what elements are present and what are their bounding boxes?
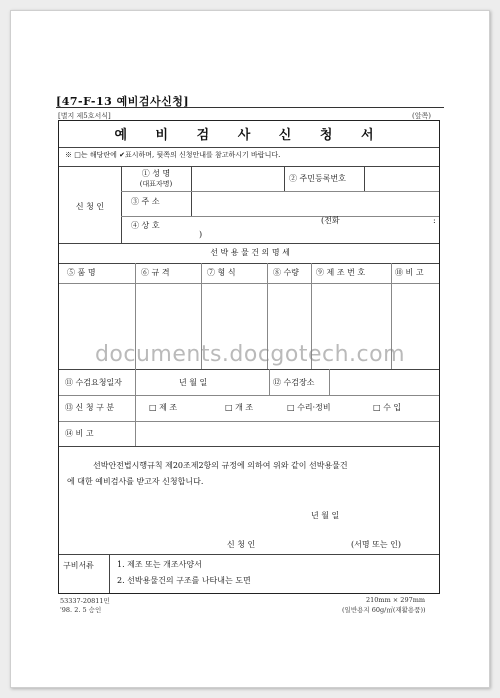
column-serial-number: ⑨ 제 조 번 호 [316, 268, 366, 277]
divider [329, 369, 330, 395]
divider [284, 166, 285, 191]
request-date-label: ⑪ 수검요청일자 [65, 378, 122, 387]
attachment-item-2: 2. 선박용물건의 구조를 나타내는 도면 [117, 576, 251, 585]
column-remarks: ⑩ 비 고 [395, 268, 424, 277]
divider [121, 216, 439, 217]
paren-close: ) [199, 230, 203, 239]
address-label: ③ 주 소 [131, 197, 160, 206]
divider [59, 421, 439, 422]
applicant-section-label: 신 청 인 [75, 202, 105, 211]
divider [135, 421, 136, 446]
statement-line-2: 에 대한 예비검사를 받고자 신청합니다. [67, 477, 204, 486]
name-sub-label: (대표자명) [139, 180, 173, 188]
form-title: 예 비 검 사 신 청 서 [114, 128, 386, 143]
checkbox-repair[interactable]: □ 수리·정비 [287, 403, 331, 412]
column-quantity: ⑧ 수량 [273, 268, 299, 277]
notice-text: ※ □는 해당란에 ✔표시하며, 뒷쪽의 신청안내를 참고하시기 바랍니다. [65, 151, 281, 159]
statement-line-1: 선박안전법시행규칙 제20조제2항의 규정에 의하여 위와 같이 선박용물건 [93, 461, 348, 470]
attachment-item-1: 1. 제조 또는 개조사양서 [117, 560, 202, 569]
statement-date: 년 월 일 [311, 511, 340, 520]
phone-colon: : [433, 216, 436, 225]
remarks-label: ⑭ 비 고 [65, 429, 94, 438]
page-side: (앞쪽) [412, 112, 431, 120]
divider [59, 166, 439, 167]
items-heading: 선 박 용 물 건 의 명 세 [210, 248, 290, 257]
column-spec: ⑥ 규 격 [141, 268, 170, 277]
request-date-value: 년 월 일 [179, 378, 208, 387]
watermark: documents.docgotech.com [94, 342, 406, 367]
phone-label: (전화 [321, 216, 340, 225]
name-label: ① 성 명 [141, 169, 171, 178]
attachments-label: 구비서류 [63, 561, 94, 570]
divider [59, 554, 439, 555]
resident-number-label: ② 주민등록번호 [289, 174, 346, 183]
form-number: [별지 제5호서식] [58, 112, 111, 120]
checkbox-manufacture[interactable]: □ 제 조 [149, 403, 178, 412]
application-type-label: ⑬ 신 청 구 분 [65, 403, 115, 412]
divider [59, 395, 439, 396]
inspection-place-label: ⑫ 수검장소 [273, 378, 315, 387]
footer-paper-size: 210mm × 297mm [366, 596, 426, 604]
applicant-sign-label: 신 청 인 [227, 540, 256, 549]
divider [59, 369, 439, 370]
footer-approval: '98. 2. 5 승인 [60, 606, 102, 614]
divider [59, 147, 439, 148]
divider [269, 369, 270, 395]
divider [109, 554, 110, 593]
footer-code: 53337-20811민 [60, 597, 110, 605]
divider [59, 243, 439, 244]
footer-paper-type: (일반용지 60g/㎡(재활용품)) [342, 606, 426, 614]
checkbox-import[interactable]: □ 수 입 [373, 403, 402, 412]
divider [59, 446, 439, 447]
divider [59, 283, 439, 284]
column-type: ⑦ 형 식 [207, 268, 236, 277]
divider [135, 395, 136, 421]
title-rule [56, 107, 444, 108]
signature-placeholder: (서명 또는 인) [351, 540, 401, 549]
divider [121, 191, 439, 192]
document-title: [47-F-13 예비검사신청] [56, 95, 190, 108]
column-item-name: ⑤ 품 명 [67, 268, 96, 277]
company-label: ④ 상 호 [131, 221, 160, 230]
divider [364, 166, 365, 191]
divider [135, 369, 136, 395]
divider [59, 263, 439, 264]
checkbox-modification[interactable]: □ 개 조 [225, 403, 254, 412]
